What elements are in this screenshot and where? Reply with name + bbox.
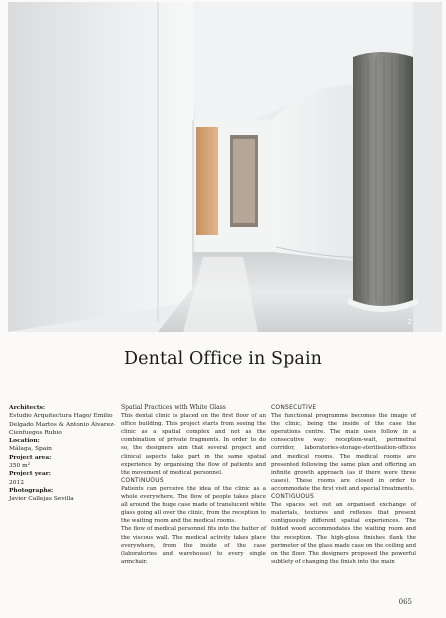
section-heading-spatial-practices: Spatial Practices with White Glass <box>121 404 226 411</box>
continuous-paragraph-1: Patients can perceive the idea of the clinic as a whole everywhere. The flow of people takes place all around the huge case made of translucent white glass going all over the clinic, from the reception to the waiting room and the medical rooms. <box>121 485 266 525</box>
contiguous-paragraph: The spaces set out an organised exchange of materials, textures and reflexes that present contiguously different spatial experiences. The folded wood accommodates the waiting room and the reception. The high-gloss finishes flank the perimeter of the glass made case on the ceiling and on the floor. The designers proposed the powerful subtlety of changing the finish into the main <box>271 502 416 565</box>
figure-number: 2 <box>407 318 412 326</box>
body-column-2 <box>271 404 416 566</box>
page-number: 065 <box>398 598 412 606</box>
architects-label: Architects: <box>9 404 46 411</box>
section-heading-contiguous: CONTIGUOUS <box>271 494 315 501</box>
corridor-photo-illustration <box>8 2 442 332</box>
year-value: 2012 <box>9 479 24 486</box>
section-heading-consecutive: CONSECUTIVE <box>271 405 317 411</box>
architects-value: Estudio Arquitectura Hago/ Emilio Delgado Martos & Antonio Álvarez-Cienfuegos Rubio <box>9 413 116 436</box>
page-title: Dental Office in Spain <box>123 349 323 369</box>
photographs-value: Javier Callejas Sevilla <box>9 496 74 503</box>
area-label: Project area: <box>9 453 52 461</box>
project-credits <box>9 404 117 504</box>
area-value: 350 m² <box>9 463 31 470</box>
intro-paragraph: This dental clinic is placed on the first floor of an office building. This project starts from seeing the clinic as a spatial complex and not as the combination of private fragments. In order to do so, the designers aim that several project and clinical aspects take part in the same spatial experience by organising the flow of patients and the movement of medical personnel. <box>121 413 266 476</box>
continuous-paragraph-2: The flow of medical personnel fits into the batter of the viscous wall. The medical activity takes place everywhere, from the inside of the case (laboratories and warehouse) to every single armchair. <box>121 526 266 565</box>
section-heading-continuous: CONTINUOUS <box>121 477 164 484</box>
consecutive-paragraph: The functional programme becomes the image of the clinic, being the inside of the case the operations centre. The main uses follow in a consecutive way: reception-wait, perimetral corridor, laboratories-storage-sterilisation-offices and medical rooms. The medical rooms are presented following the same plan and offering an infinite growth approach (as if there were three cases). These rooms are closed in order to accommodate the first visit and special treatments. <box>271 413 416 492</box>
photographs-label: Photographs: <box>9 486 54 494</box>
year-label: Project year: <box>9 470 51 478</box>
location-label: Location: <box>9 437 40 445</box>
corridor-photo <box>8 2 442 332</box>
location-value: Málaga, Spain <box>9 446 52 453</box>
body-column-1 <box>121 404 266 566</box>
